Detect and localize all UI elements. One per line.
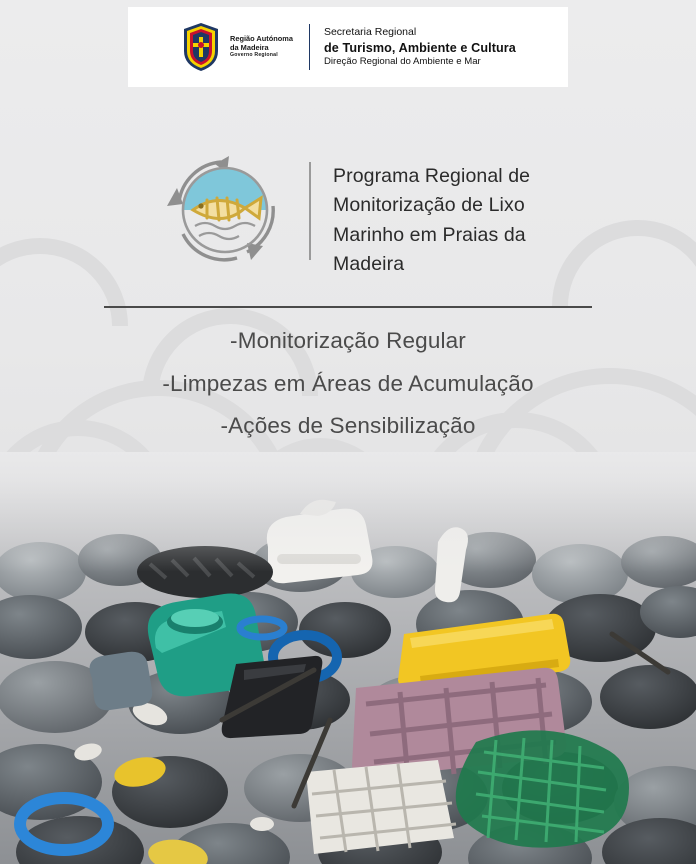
activity-item-2: -Limpezas em Áreas de Acumulação — [162, 370, 534, 396]
section-separator — [104, 306, 592, 308]
crest-line-3: Governo Regional — [230, 51, 278, 58]
program-title: Programa Regional de Monitorização de Lixo Marinho em Praias da Madeira — [333, 165, 531, 275]
fish-recycling-logo-icon — [155, 148, 295, 276]
secretariat-line-2: de Turismo, Ambiente e Cultura — [323, 40, 516, 55]
activity-list — [0, 330, 696, 458]
program-divider — [309, 162, 311, 260]
activity-item-1: -Monitorização Regular — [230, 328, 466, 353]
crest-line-2: da Madeira — [230, 42, 269, 52]
program-block — [155, 148, 575, 279]
secretariat-line-3: Direção Regional do Ambiente e Mar — [323, 55, 481, 67]
madeira-coat-of-arms-icon — [178, 21, 224, 73]
activity-item-3: -Ações de Sensibilização — [220, 413, 476, 438]
crest-line-1: Região Autónoma — [230, 34, 293, 44]
header-divider — [309, 24, 310, 70]
crest-caption — [230, 35, 293, 58]
marine-litter-photo — [0, 452, 696, 864]
secretariat-block — [324, 26, 516, 68]
government-header-card — [128, 7, 568, 87]
secretariat-line-1: Secretaria Regional — [323, 26, 417, 39]
